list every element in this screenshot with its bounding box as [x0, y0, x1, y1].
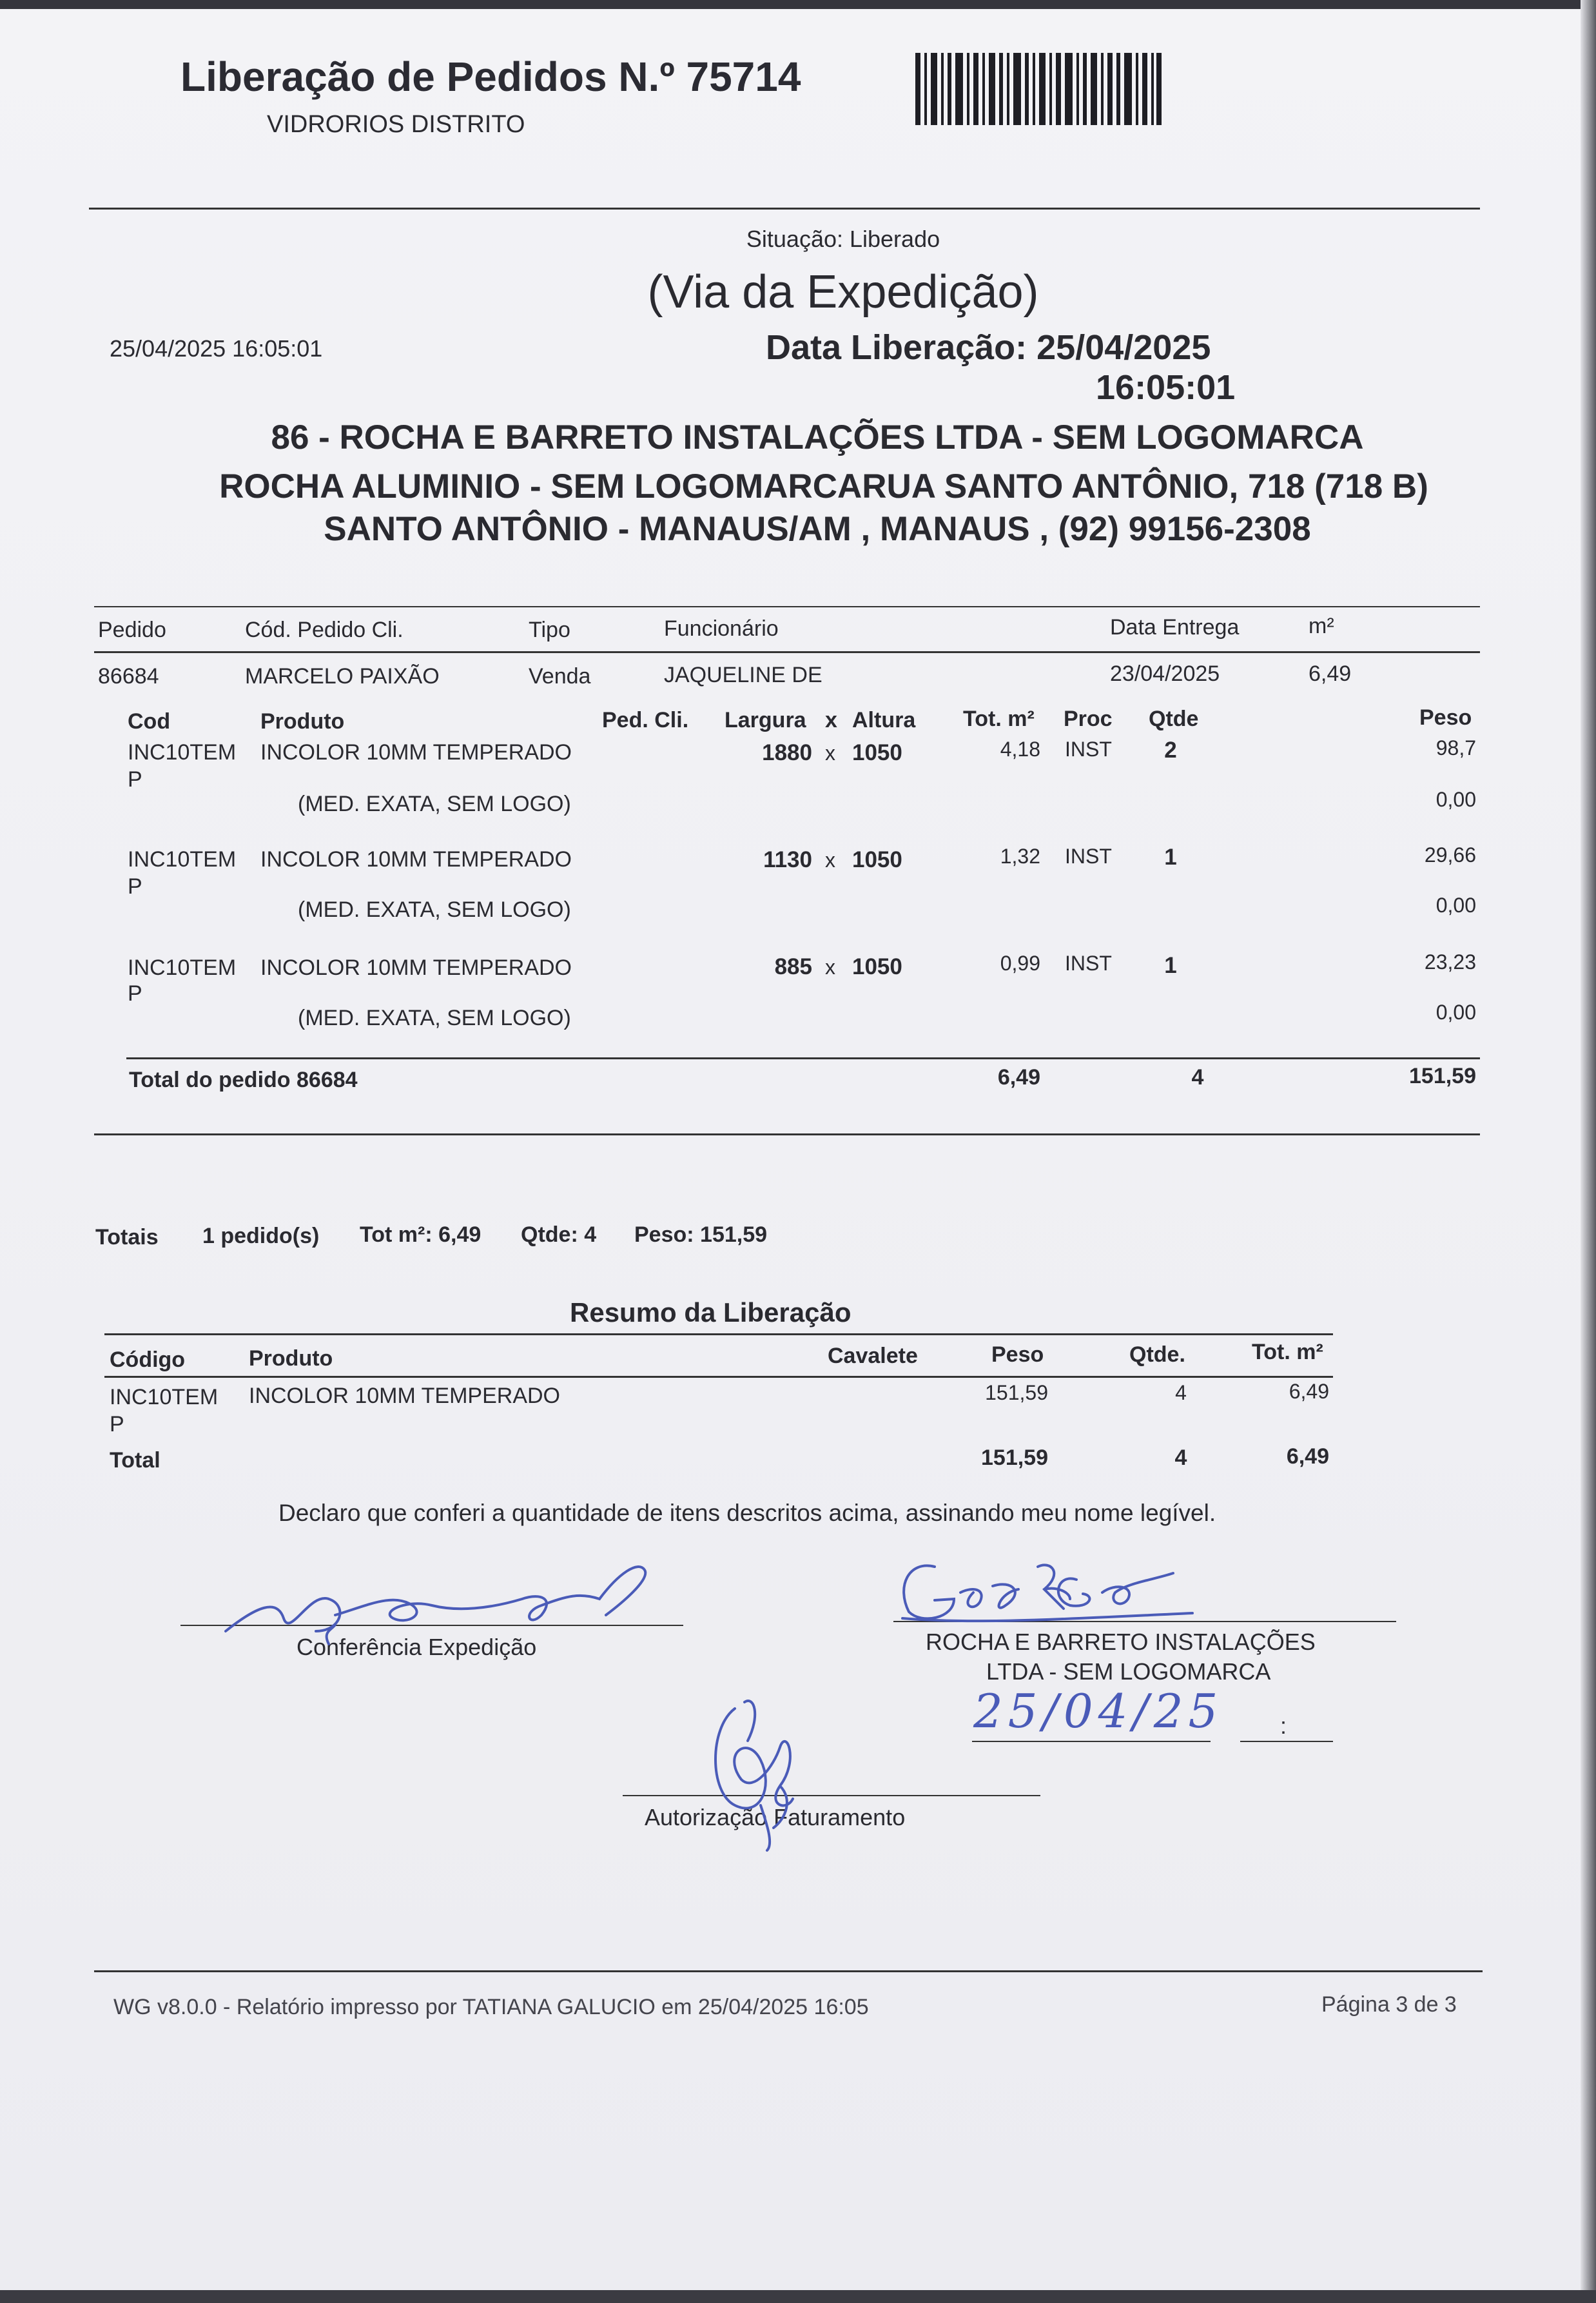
item-produto: INCOLOR 10MM TEMPERADO: [260, 956, 572, 980]
issuer-name: VIDRORIOS DISTRITO: [267, 111, 525, 138]
item-obs: (MED. EXATA, SEM LOGO): [298, 792, 571, 816]
item-produto: INCOLOR 10MM TEMPERADO: [260, 740, 572, 765]
totals-m2: Tot m²: 6,49: [360, 1222, 482, 1247]
col-funcionario: Funcionário: [664, 616, 779, 641]
item-altura: 1050: [852, 847, 902, 872]
item-qtde: 1: [1164, 953, 1177, 978]
item-x: x: [825, 956, 835, 979]
order-header-top-rule: [94, 606, 1480, 607]
item-largura: 885: [774, 954, 812, 979]
col-cod-pedido-cli: Cód. Pedido Cli.: [245, 618, 404, 642]
item-tot-m2: 4,18: [1000, 738, 1040, 761]
summary-produto: INCOLOR 10MM TEMPERADO: [249, 1384, 561, 1408]
order-cod-pedido-cli-value: MARCELO PAIXÃO: [245, 664, 440, 689]
items-col-x: x: [825, 708, 837, 732]
copy-label: (Via da Expedição): [647, 266, 1039, 318]
summary-col-codigo: Código: [110, 1348, 186, 1372]
item-tot-m2: 0,99: [1000, 952, 1040, 975]
document-title: Liberação de Pedidos N.º 75714: [180, 54, 801, 100]
col-m2: m²: [1309, 614, 1334, 638]
order-total-peso: 151,59: [1409, 1064, 1476, 1088]
scan-edge-top: [0, 0, 1596, 9]
summary-col-peso: Peso: [991, 1342, 1044, 1367]
items-col-cod: Cod: [128, 709, 171, 734]
signature-faturamento-icon: [696, 1689, 825, 1857]
item-largura: 1880: [762, 740, 812, 765]
item-proc: INST: [1065, 738, 1112, 761]
item-peso: 29,66: [1424, 843, 1476, 867]
summary-codigo-suffix: P: [110, 1412, 124, 1436]
footer-page-number: Página 3 de 3: [1321, 1992, 1457, 2017]
item-cod-suffix: P: [128, 981, 142, 1006]
col-data-entrega: Data Entrega: [1110, 615, 1240, 640]
order-data-entrega-value: 23/04/2025: [1110, 662, 1220, 686]
summary-col-qtde: Qtde.: [1129, 1342, 1185, 1367]
release-date: Data Liberação: 25/04/2025: [766, 328, 1211, 367]
item-cod-suffix: P: [128, 767, 142, 792]
item-proc: INST: [1065, 952, 1112, 975]
time-line: [1240, 1741, 1333, 1742]
barcode-icon: [915, 53, 1162, 125]
footer-divider: [94, 1970, 1483, 1972]
section-divider: [94, 1133, 1480, 1135]
date-line: [972, 1741, 1211, 1742]
signature-line-faturamento: [623, 1795, 1040, 1796]
items-col-altura: Altura: [852, 708, 916, 732]
item-largura: 1130: [763, 847, 812, 872]
order-total-label: Total do pedido 86684: [129, 1068, 358, 1092]
items-col-proc: Proc: [1064, 707, 1113, 731]
items-col-qtde: Qtde: [1149, 707, 1199, 731]
totals-peso: Peso: 151,59: [634, 1222, 768, 1247]
totals-pedidos: 1 pedido(s): [202, 1224, 320, 1248]
release-time: 16:05:01: [1096, 368, 1236, 407]
summary-total-qtde: 4: [1174, 1446, 1187, 1470]
summary-peso: 151,59: [985, 1381, 1048, 1404]
order-total-m2: 6,49: [997, 1065, 1040, 1090]
items-col-produto: Produto: [260, 709, 345, 734]
items-col-peso: Peso: [1419, 705, 1472, 730]
summary-col-produto: Produto: [249, 1346, 333, 1371]
item-produto: INCOLOR 10MM TEMPERADO: [260, 847, 572, 872]
summary-total-label: Total: [110, 1448, 161, 1473]
summary-title: Resumo da Liberação: [570, 1297, 852, 1328]
item-x: x: [825, 741, 835, 765]
col-pedido: Pedido: [98, 618, 166, 642]
item-peso-secondary: 0,00: [1435, 788, 1476, 811]
totals-qtde: Qtde: 4: [521, 1222, 597, 1247]
header-divider: [89, 208, 1480, 210]
scan-edge-bottom: [0, 2290, 1596, 2303]
order-total-qtde: 4: [1191, 1065, 1204, 1090]
summary-tot-m2: 6,49: [1289, 1380, 1329, 1403]
summary-top-rule: [104, 1333, 1333, 1335]
footer-printed-by: WG v8.0.0 - Relatório impresso por TATIANA GALUCIO em 25/04/2025 16:05: [113, 1995, 869, 2019]
item-peso: 23,23: [1424, 950, 1476, 974]
order-header-bottom-rule: [94, 651, 1480, 653]
order-tipo-value: Venda: [529, 664, 591, 689]
time-separator: :: [1280, 1712, 1287, 1739]
declaration-text: Declaro que conferi a quantidade de itens descritos acima, assinando meu nome legível.: [278, 1500, 1216, 1526]
order-funcionario-value: JAQUELINE DE: [664, 663, 822, 687]
summary-col-tot-m2: Tot. m²: [1252, 1340, 1323, 1364]
items-col-largura: Largura: [725, 708, 806, 732]
signature-label-client-1: ROCHA E BARRETO INSTALAÇÕES: [926, 1629, 1316, 1655]
summary-total-m2: 6,49: [1286, 1444, 1329, 1469]
item-x: x: [825, 848, 835, 872]
item-proc: INST: [1065, 845, 1112, 868]
item-qtde: 1: [1164, 845, 1177, 870]
item-altura: 1050: [852, 954, 902, 979]
summary-total-peso: 151,59: [981, 1446, 1048, 1470]
order-total-rule: [126, 1057, 1480, 1059]
item-cod: INC10TEM: [128, 740, 237, 765]
item-cod: INC10TEM: [128, 956, 237, 980]
item-altura: 1050: [852, 740, 902, 765]
client-line-3: SANTO ANTÔNIO - MANAUS/AM , MANAUS , (92) 99156-2308: [324, 510, 1311, 548]
client-line-1: 86 - ROCHA E BARRETO INSTALAÇÕES LTDA - SEM LOGOMARCA: [271, 418, 1364, 456]
summary-qtde: 4: [1175, 1381, 1187, 1404]
totals-label: Totais: [95, 1225, 159, 1250]
order-pedido-value: 86684: [98, 664, 159, 689]
order-m2-value: 6,49: [1309, 662, 1352, 686]
summary-col-cavalete: Cavalete: [828, 1344, 918, 1368]
summary-header-rule: [104, 1376, 1333, 1378]
signature-label-faturamento: Autorização Faturamento: [645, 1804, 906, 1830]
item-tot-m2: 1,32: [1000, 845, 1040, 868]
item-cod-suffix: P: [128, 874, 142, 899]
items-col-ped-cli: Ped. Cli.: [602, 708, 689, 732]
signature-conferencia-icon: [219, 1554, 696, 1651]
item-qtde: 2: [1164, 738, 1177, 763]
scan-edge-right: [1581, 0, 1596, 2303]
summary-codigo: INC10TEM: [110, 1385, 219, 1409]
item-peso-secondary: 0,00: [1435, 1001, 1476, 1024]
item-peso-secondary: 0,00: [1435, 894, 1476, 917]
item-obs: (MED. EXATA, SEM LOGO): [298, 1006, 571, 1030]
print-timestamp: 25/04/2025 16:05:01: [110, 335, 323, 362]
handwritten-date: 25/04/25: [973, 1684, 1223, 1738]
signature-label-conferencia: Conferência Expedição: [297, 1634, 537, 1660]
signature-client-icon: [883, 1554, 1218, 1638]
status-label: Situação: Liberado: [746, 226, 940, 252]
item-peso: 98,7: [1435, 736, 1476, 760]
signature-label-client-2: LTDA - SEM LOGOMARCA: [986, 1658, 1271, 1685]
item-cod: INC10TEM: [128, 847, 237, 872]
client-line-2: ROCHA ALUMINIO - SEM LOGOMARCARUA SANTO ANTÔNIO, 718 (718 B): [219, 467, 1428, 505]
col-tipo: Tipo: [529, 618, 570, 642]
items-col-tot-m2: Tot. m²: [963, 707, 1035, 731]
item-obs: (MED. EXATA, SEM LOGO): [298, 897, 571, 922]
